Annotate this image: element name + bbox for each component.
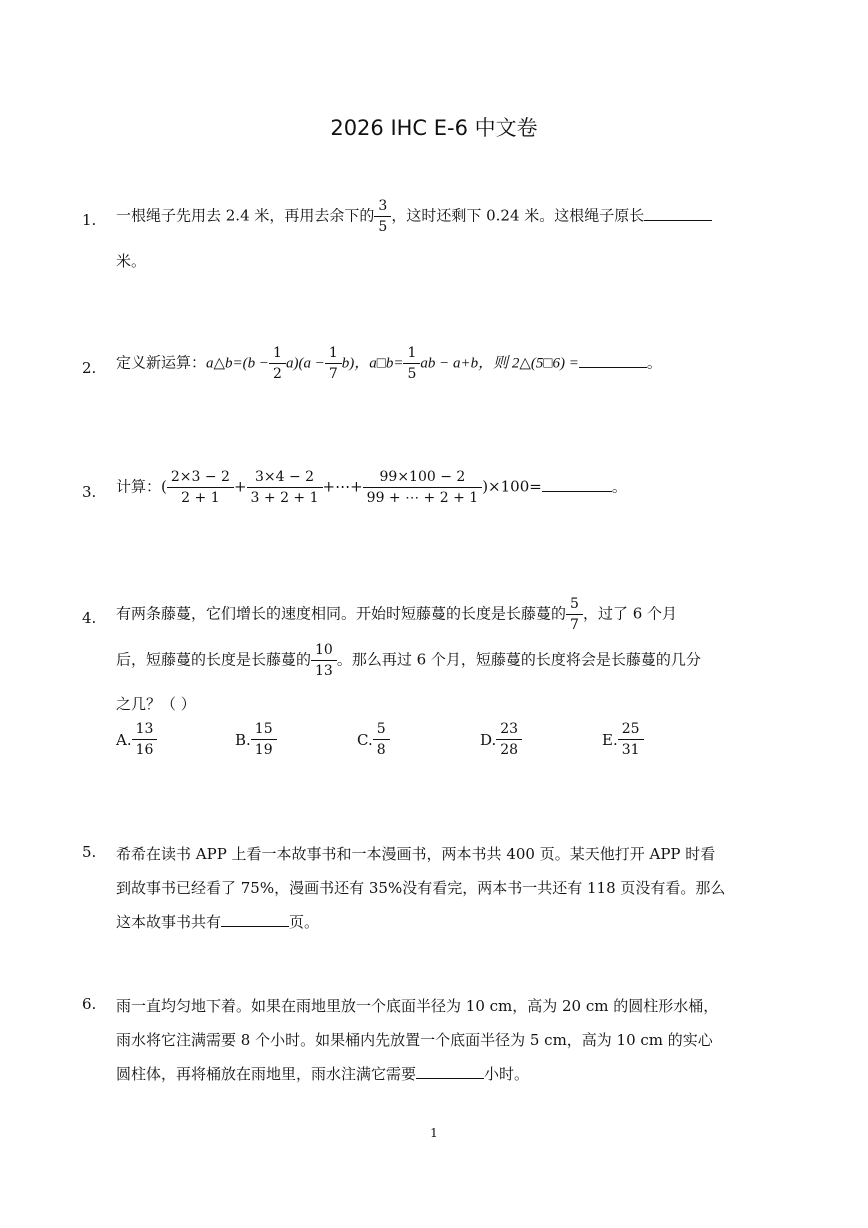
question-2-line — [116, 346, 662, 381]
fraction-numerator: 1 — [273, 345, 282, 361]
question-4-number: 4. — [82, 609, 97, 627]
question-1-text-2: ，这时还剩下 0.24 米。这根绳子原长 — [391, 206, 645, 225]
answer-blank-1[interactable] — [644, 206, 712, 221]
fraction-denominator: 99 + ⋯ + 2 + 1 — [363, 487, 483, 505]
question-4-line-3: 之几？（ ） — [116, 695, 196, 713]
question-1-fraction — [376, 199, 389, 234]
option-label: A. — [116, 730, 132, 749]
answer-blank-3[interactable] — [542, 477, 612, 492]
question-3-lead: 计算：( — [116, 477, 167, 496]
fraction-denominator: 8 — [373, 739, 390, 757]
question-5-end: 页。 — [289, 913, 320, 931]
page-number: 1 — [430, 1126, 438, 1140]
sum-fraction-3 — [365, 470, 481, 505]
fraction-denominator: 3 + 2 + 1 — [247, 487, 323, 505]
plus-sign: + — [233, 477, 247, 496]
fraction-denominator: 2 + 1 — [167, 487, 234, 505]
option-label: D. — [480, 730, 497, 749]
question-1-number: 1. — [82, 211, 97, 229]
fraction-numerator: 3×4 − 2 — [254, 469, 315, 485]
question-4-fraction-2 — [313, 643, 335, 678]
fraction-denominator: 2 — [269, 363, 286, 381]
fraction-numerator: 5 — [570, 596, 579, 612]
answer-blank-2[interactable] — [579, 353, 647, 368]
question-6-line-1: 雨一直均匀地下着。如果在雨地里放一个底面半径为 10 cm，高为 20 cm 的圆柱形水桶， — [116, 997, 719, 1015]
fraction-numerator: 1 — [328, 345, 338, 361]
ellipsis-sum: +⋯+ — [322, 477, 363, 496]
question-4-text-3: 后，短藤蔓的长度是长藤蔓的 — [116, 650, 312, 669]
question-4-text-4: 。那么再过 6 个月，短藤蔓的长度将会是长藤蔓的几分 — [336, 650, 701, 669]
question-5-line-1: 希希在读书 APP 上看一本故事书和一本漫画书，两本书共 400 页。某天他打开 APP 时看 — [116, 845, 716, 863]
question-4-line-1 — [116, 597, 677, 632]
formula-part-1: a△b=(b − — [206, 355, 270, 372]
formula-fraction-1 — [271, 346, 284, 381]
option-label: E. — [602, 730, 618, 749]
fraction-numerator: 1 — [407, 345, 417, 361]
formula-fraction-2 — [327, 346, 340, 381]
fraction-numerator: 25 — [621, 721, 640, 737]
question-5-text: 这本故事书共有 — [116, 913, 222, 931]
formula-fraction-3 — [405, 346, 418, 381]
question-4-text-1: 有两条藤蔓，它们增长的速度相同。开始时短藤蔓的长度是长藤蔓的 — [116, 604, 567, 623]
formula-part-3: b)，a□b= — [341, 355, 404, 372]
fraction-denominator: 31 — [618, 739, 644, 757]
question-6-line-2: 雨水将它注满需要 8 个小时。如果桶内先放置一个底面半径为 5 cm，高为 10 cm 的实心 — [116, 1031, 713, 1049]
option-fraction — [498, 722, 520, 757]
fraction-numerator: 2×3 − 2 — [170, 469, 230, 485]
question-5-line-3 — [116, 911, 319, 932]
formula-part-2: a)(a − — [285, 355, 325, 372]
question-6-number: 6. — [82, 995, 97, 1013]
fraction-denominator: 19 — [251, 739, 277, 757]
fraction-numerator: 3 — [378, 198, 388, 214]
fraction-denominator: 7 — [325, 363, 342, 381]
option-c[interactable] — [357, 722, 390, 757]
answer-blank-6[interactable] — [416, 1064, 484, 1079]
fraction-numerator: 15 — [254, 721, 273, 737]
sum-fraction-1 — [169, 470, 232, 505]
option-e[interactable] — [602, 722, 644, 757]
question-6-text: 圆柱体，再将桶放在雨地里，雨水注满它需要 — [116, 1065, 417, 1083]
option-label: C. — [357, 730, 373, 749]
option-fraction — [134, 722, 156, 757]
fraction-numerator: 13 — [135, 721, 154, 737]
fraction-numerator: 10 — [315, 642, 333, 658]
option-a[interactable] — [116, 722, 157, 757]
option-fraction — [620, 722, 642, 757]
question-2-lead: 定义新运算： — [116, 353, 207, 372]
option-d[interactable] — [480, 722, 522, 757]
option-label: B. — [235, 730, 251, 749]
fraction-denominator: 28 — [496, 739, 522, 757]
fraction-numerator: 5 — [376, 721, 386, 737]
question-4-line-2 — [116, 643, 701, 678]
option-fraction — [253, 722, 275, 757]
fraction-denominator: 5 — [374, 216, 391, 234]
question-4-fraction-1 — [568, 597, 581, 632]
question-6-line-3 — [116, 1063, 529, 1084]
question-1-line-2: 米。 — [116, 252, 147, 270]
question-6-end: 小时。 — [484, 1065, 530, 1083]
question-1-text: 一根绳子先用去 2.4 米，再用去余下的 — [116, 206, 375, 225]
option-b[interactable] — [235, 722, 277, 757]
page-title: 2026 IHC E-6 中文卷 — [330, 116, 538, 140]
question-4-text-2: ，过了 6 个月 — [582, 604, 678, 623]
question-2-number: 2. — [82, 359, 97, 377]
question-5-number: 5. — [82, 843, 97, 861]
fraction-numerator: 99×100 − 2 — [379, 469, 466, 485]
fraction-denominator: 13 — [311, 660, 337, 678]
question-5-line-2: 到故事书已经看了 75%，漫画书还有 35%没有看完，两本书一共还有 118 页没有看。那么 — [116, 879, 726, 897]
question-3-tail: )×100= — [482, 477, 542, 496]
question-3-end: 。 — [611, 477, 627, 496]
question-3-line — [116, 470, 627, 505]
fraction-denominator: 5 — [403, 363, 420, 381]
answer-blank-5[interactable] — [221, 912, 289, 927]
question-2-end: 。 — [646, 353, 662, 372]
fraction-numerator: 23 — [500, 721, 519, 737]
option-fraction — [375, 722, 388, 757]
sum-fraction-2 — [249, 470, 321, 505]
formula-part-4: ab − a+b，则 2△(5□6) = — [420, 355, 579, 372]
question-1-line-1 — [116, 199, 712, 234]
fraction-denominator: 16 — [132, 739, 158, 757]
question-3-number: 3. — [82, 483, 97, 501]
fraction-denominator: 7 — [566, 614, 583, 632]
